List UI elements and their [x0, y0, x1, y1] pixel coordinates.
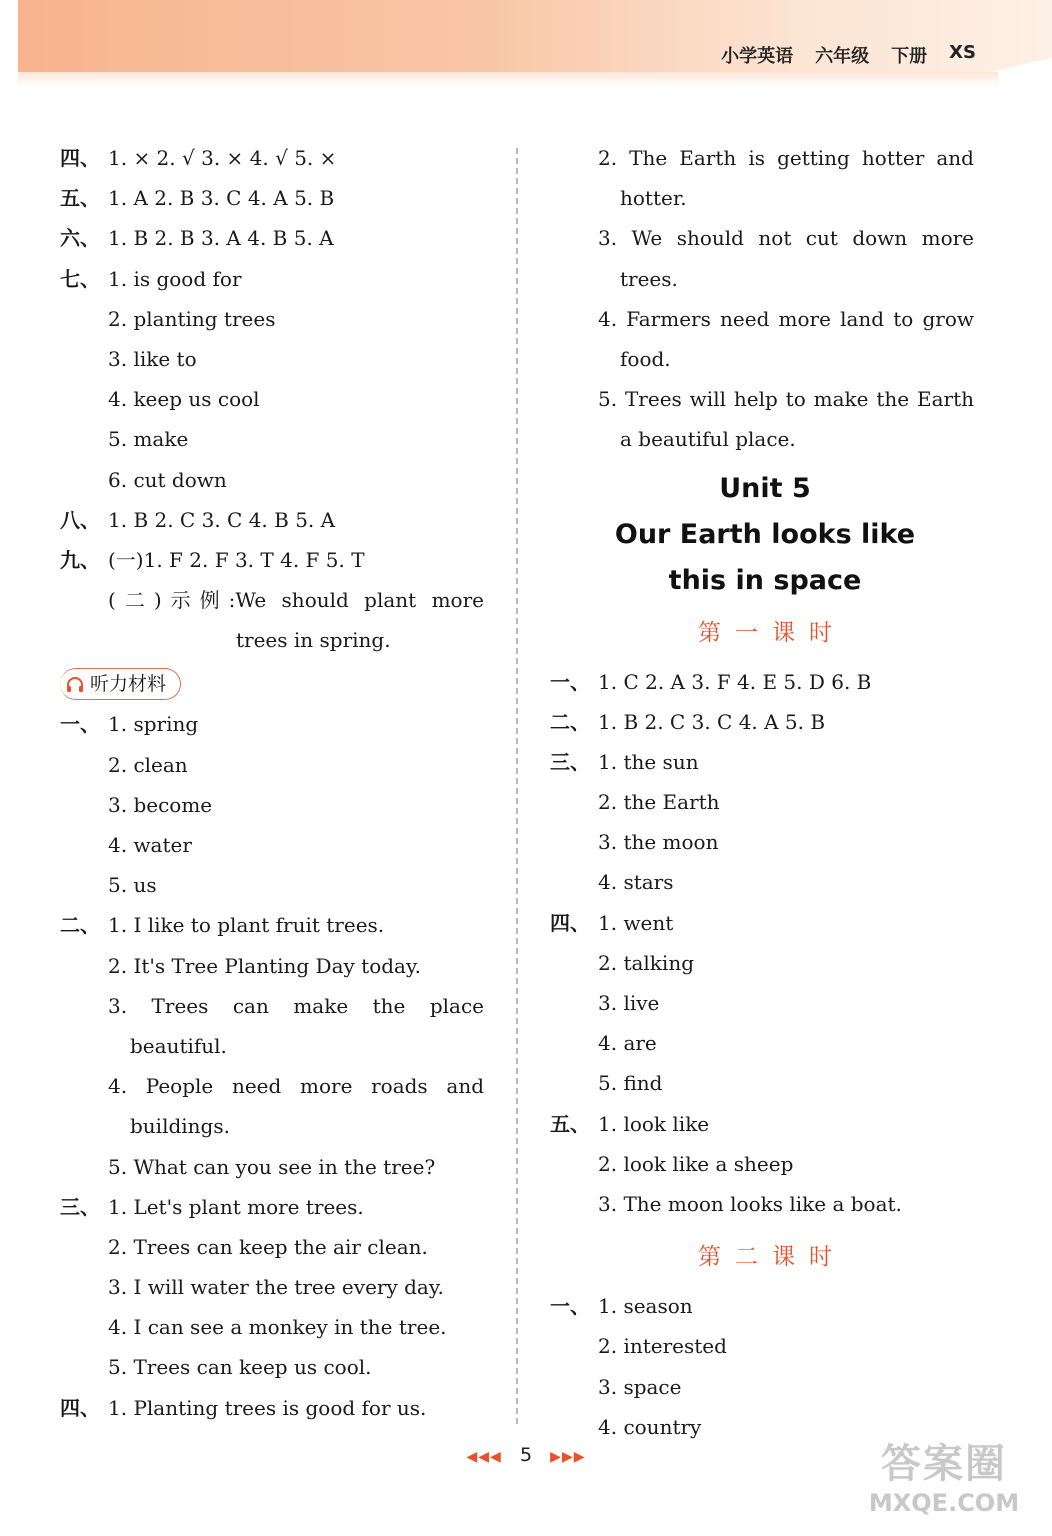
- answer-line: [60, 1106, 490, 1146]
- section-number: 一、: [60, 712, 100, 737]
- answer-line: [550, 862, 980, 902]
- answer-text: a beautiful place.: [620, 427, 796, 452]
- section-number: 四、: [60, 1395, 100, 1420]
- answer-line: [60, 745, 490, 785]
- answer-line: [60, 865, 490, 905]
- answer-line: [60, 178, 490, 218]
- answer-line: [60, 905, 490, 945]
- answer-line: [550, 662, 980, 702]
- answer-text: 2. the Earth: [598, 790, 720, 815]
- answer-text: 5. us: [108, 873, 157, 898]
- answer-line: [60, 825, 490, 865]
- answer-text: 2. planting trees: [108, 306, 276, 331]
- answer-text: 1. × 2. √ 3. × 4. √ 5. ×: [108, 146, 337, 170]
- answer-line: [550, 983, 980, 1023]
- answer-line: [60, 138, 490, 178]
- answer-line: [550, 1184, 980, 1224]
- answer-line: [550, 419, 980, 459]
- answer-line: [60, 259, 490, 299]
- section-number: 四、: [550, 910, 590, 935]
- section-number: 二、: [550, 709, 590, 734]
- answer-text: 5. What can you see in the tree?: [108, 1154, 436, 1179]
- answer-line: [550, 903, 980, 943]
- answer-text: beautiful.: [130, 1033, 227, 1058]
- answer-text: 1. look like: [598, 1111, 710, 1136]
- watermark-en: MXQE.COM: [868, 1489, 1020, 1517]
- answer-line: [550, 339, 980, 379]
- right-column: [550, 138, 980, 1447]
- headphone-icon: [66, 677, 84, 693]
- answer-line: [60, 339, 490, 379]
- answer-text: trees in spring.: [236, 628, 391, 653]
- page-number: 5: [519, 1444, 533, 1466]
- answer-line: [60, 379, 490, 419]
- section-number: 七、: [60, 266, 100, 291]
- answer-text: 4. are: [598, 1031, 657, 1056]
- watermark-cn: 答案圈: [881, 1441, 1007, 1487]
- answer-line: [550, 218, 980, 258]
- answer-line: [60, 1388, 490, 1428]
- answer-text: 3. like to: [108, 346, 197, 371]
- answer-text: (二)示例:We should plant more: [108, 588, 484, 613]
- column-divider: [516, 148, 518, 1424]
- answer-line: [60, 1347, 490, 1387]
- answer-text: 4. People need more roads and: [108, 1074, 484, 1099]
- section-number: 六、: [60, 226, 100, 251]
- answer-line: [550, 1023, 980, 1063]
- previous-arrows-icon: ◀◀◀: [466, 1449, 502, 1465]
- answer-line: [60, 1147, 490, 1187]
- lesson-heading-2: 第二课时: [698, 1244, 846, 1271]
- answer-text: (一)1. F 2. F 3. T 4. F 5. T: [108, 547, 365, 572]
- answer-line: [60, 785, 490, 825]
- answer-text: 2. Trees can keep the air clean.: [108, 1234, 428, 1259]
- answer-text: 3. The moon looks like a boat.: [598, 1191, 902, 1216]
- answer-text: 3. live: [598, 991, 660, 1015]
- answer-line: [60, 1267, 490, 1307]
- volume-label: 下册: [891, 46, 928, 67]
- answer-text: 4. I can see a monkey in the tree.: [108, 1315, 447, 1340]
- answer-text: 1. B 2. B 3. A 4. B 5. A: [108, 226, 334, 251]
- answer-line: [60, 218, 490, 258]
- answer-line: [550, 943, 980, 983]
- section-number: 一、: [550, 1294, 590, 1319]
- answer-text: 4. Farmers need more land to grow: [598, 306, 974, 331]
- answer-line: [60, 986, 490, 1026]
- answer-line: [60, 540, 490, 580]
- answer-line: [550, 178, 980, 218]
- answer-line: [60, 620, 490, 660]
- answer-text: 3. I will water the tree every day.: [108, 1275, 444, 1300]
- answer-line: [60, 946, 490, 986]
- answer-text: 2. talking: [598, 950, 694, 975]
- answer-line: [550, 379, 980, 419]
- answer-text: 5. Trees will help to make the Earth: [598, 387, 974, 412]
- answer-text: 2. The Earth is getting hotter and: [598, 146, 974, 170]
- answer-line: [550, 1326, 980, 1366]
- answer-line: [550, 822, 980, 862]
- answer-text: 5. Trees can keep us cool.: [108, 1355, 372, 1380]
- answer-line: [550, 742, 980, 782]
- answer-text: 3. become: [108, 792, 213, 817]
- answer-text: 1. I like to plant fruit trees.: [108, 913, 385, 938]
- answer-text: 1. B 2. C 3. C 4. B 5. A: [108, 507, 336, 532]
- answer-text: 6. cut down: [108, 467, 227, 492]
- answer-line: [550, 1144, 980, 1184]
- unit-title-line-3: this in space: [668, 564, 862, 596]
- answer-text: 1. B 2. C 3. C 4. A 5. B: [598, 709, 826, 734]
- answer-text: 2. It's Tree Planting Day today.: [108, 953, 421, 978]
- section-number: 五、: [60, 186, 100, 211]
- answer-text: 4. water: [108, 833, 192, 857]
- answer-text: 3. Trees can make the place: [108, 993, 484, 1018]
- answer-line: [60, 299, 490, 339]
- lesson-heading-1: 第一课时: [698, 619, 846, 646]
- answer-line: [550, 782, 980, 822]
- answer-text: 2. clean: [108, 752, 188, 777]
- answer-line: [60, 1026, 490, 1066]
- left-column: [60, 138, 490, 1428]
- section-number: 四、: [60, 146, 100, 170]
- answer-text: 4. keep us cool: [108, 387, 260, 412]
- answer-text: 1. is good for: [108, 266, 242, 291]
- answer-text: 1. Let's plant more trees.: [108, 1194, 364, 1219]
- answer-text: 3. space: [598, 1374, 682, 1399]
- watermark-logo: [854, 1440, 1034, 1526]
- answer-line: [60, 704, 490, 744]
- header-band-shadow: [18, 72, 998, 86]
- answer-line: [60, 580, 490, 620]
- answer-line: [60, 460, 490, 500]
- answer-line: [550, 1286, 980, 1326]
- answer-text: trees.: [620, 266, 678, 291]
- answer-text: 1. went: [598, 910, 674, 935]
- answer-text: 1. Planting trees is good for us.: [108, 1395, 427, 1420]
- answer-line: [550, 259, 980, 299]
- answer-text: 3. We should not cut down more: [598, 226, 974, 251]
- answer-line: [550, 299, 980, 339]
- answer-line: [550, 1367, 980, 1407]
- section-number: 八、: [60, 507, 100, 532]
- header-meta: [721, 42, 976, 68]
- answer-text: 5. find: [598, 1071, 663, 1096]
- next-arrows-icon: ▶▶▶: [550, 1449, 586, 1465]
- grade-label: 六年级: [815, 46, 870, 67]
- answer-line: [550, 1104, 980, 1144]
- answer-line: [60, 419, 490, 459]
- answer-text: hotter.: [620, 186, 687, 211]
- unit-title-line-1: Unit 5: [719, 472, 811, 504]
- section-number: 九、: [60, 547, 100, 572]
- listening-tag-label: 听力材料: [90, 673, 167, 696]
- answer-text: 2. interested: [598, 1334, 727, 1359]
- answer-text: food.: [620, 346, 671, 371]
- answer-text: 1. spring: [108, 712, 199, 737]
- answer-text: 4. stars: [598, 870, 674, 895]
- answer-line: [60, 1227, 490, 1267]
- section-number: 二、: [60, 913, 100, 938]
- answer-line: [60, 1066, 490, 1106]
- answer-line: [550, 702, 980, 742]
- listening-tag-row: [60, 660, 490, 704]
- listening-material-tag: [60, 668, 181, 700]
- section-number: 五、: [550, 1111, 590, 1136]
- answer-line: [550, 1063, 980, 1103]
- unit-title-line-2: Our Earth looks like: [614, 518, 916, 550]
- section-number: 一、: [550, 669, 590, 694]
- answer-line: [60, 1187, 490, 1227]
- section-number: 三、: [550, 749, 590, 774]
- answer-text: 4. country: [598, 1414, 702, 1439]
- answer-text: 2. look like a sheep: [598, 1151, 794, 1176]
- answer-text: 3. the moon: [598, 830, 719, 855]
- answer-text: 1. season: [598, 1294, 693, 1319]
- answer-text: 1. the sun: [598, 749, 699, 774]
- answer-text: 1. C 2. A 3. F 4. E 5. D 6. B: [598, 669, 872, 694]
- answer-line: [60, 500, 490, 540]
- answer-text: 5. make: [108, 427, 189, 452]
- answer-text: 1. A 2. B 3. C 4. A 5. B: [108, 186, 335, 211]
- section-number: 三、: [60, 1194, 100, 1219]
- subject-label: 小学英语: [721, 46, 794, 67]
- answer-line: [60, 1307, 490, 1347]
- answer-text: buildings.: [130, 1114, 230, 1139]
- edition-label: XS: [949, 42, 976, 63]
- answer-line: [550, 138, 980, 178]
